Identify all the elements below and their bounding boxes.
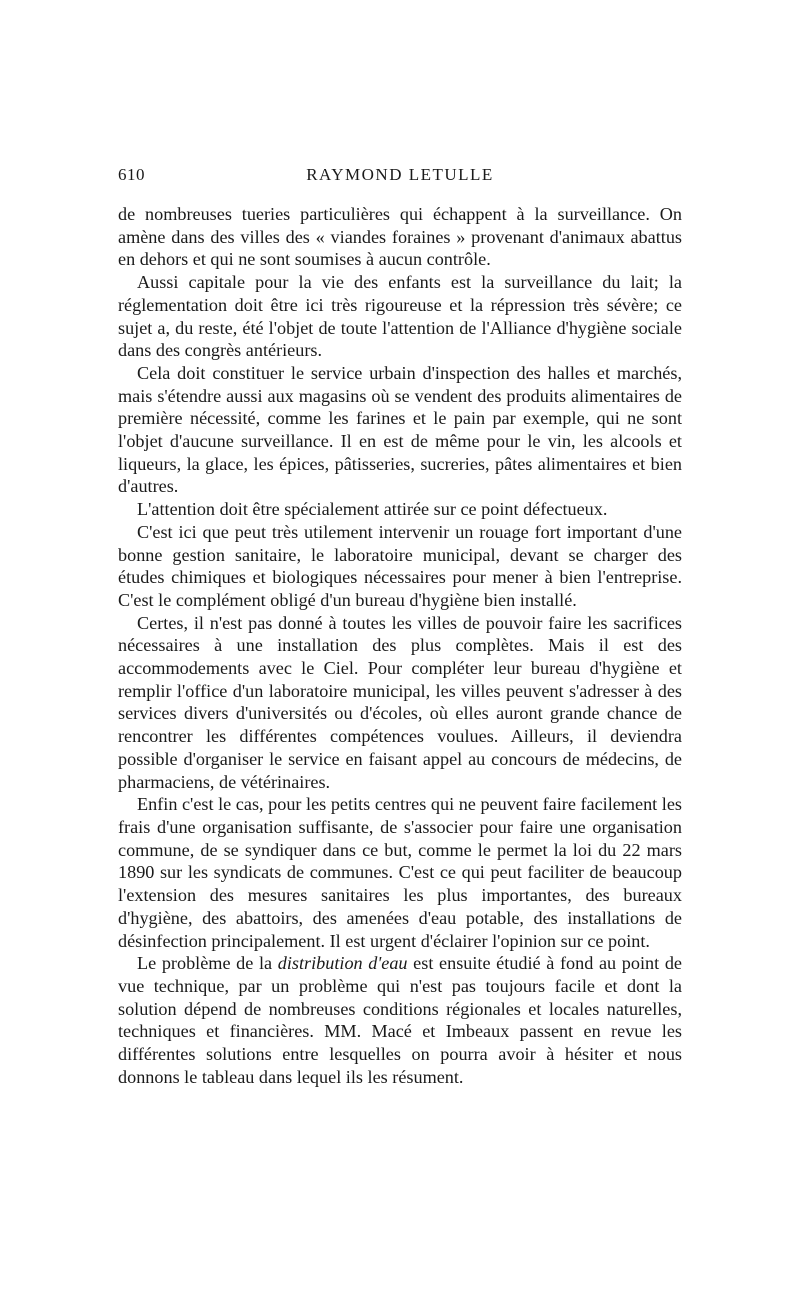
paragraph-5: C'est ici que peut très utilement intervenir un rouage fort important d'une bonne gestion sanitaire, le laboratoire municipal, devant se charger des études chimiques et biologiques nécessaires pour mener à bien l'entreprise. C'est le complément obligé d'un bureau d'hygiène bien installé. [118, 521, 682, 610]
running-head: RAYMOND LETULLE [306, 165, 494, 184]
paragraph-8-start: Le problème de la [137, 953, 278, 974]
italic-term: distribution d'eau [277, 953, 408, 974]
paragraph-1: de nombreuses tueries particulières qui échappent à la surveillance. On amène dans des villes des « viandes foraines » provenant d'animaux abattus en dehors et qui ne sont soumises à aucun contrôle. [118, 204, 682, 270]
page-number: 610 [118, 165, 145, 184]
paragraph-8-end: est ensuite étudié à fond au point de vue technique, par un problème qui n'est pas toujours facile et dont la solution dépend de nombreuses conditions régionales et locales naturelles, techniques et financières. MM. Macé et Imbeaux passent en revue les différentes solutions entre lesquelles on pourra avoir à hésiter et nous donnons le tableau dans lequel ils les résument. [118, 953, 682, 1087]
paragraph-8 [118, 952, 682, 1088]
paragraph-3: Cela doit constituer le service urbain d'inspection des halles et marchés, mais s'étendre aussi aux magasins où se vendent des produits alimentaires de première nécessité, comme les farines et le pain par exemple, qui ne sont l'objet d'aucune surveillance. Il en est de même pour le vin, les alcools et liqueurs, la glace, les épices, pâtisseries, sucreries, pâtes alimentaires et bien d'autres. [118, 362, 682, 497]
paragraph-2: Aussi capitale pour la vie des enfants est la surveillance du lait; la réglementation doit être ici très rigoureuse et la répression très sévère; ce sujet a, du reste, été l'objet de toute l'attention de l'Alliance d'hygiène sociale dans des congrès antérieurs. [118, 272, 682, 361]
paragraph-4: L'attention doit être spécialement attirée sur ce point défectueux. [137, 499, 608, 520]
body-text [118, 203, 682, 1088]
page-header [118, 165, 682, 189]
paragraph-7: Enfin c'est le cas, pour les petits centres qui ne peuvent faire facilement les frais d'une organisation suffisante, de s'associer pour faire une organisation commune, de se syndiquer dans ce but, comme le permet la loi du 22 mars 1890 sur les syndicats de communes. C'est ce qui peut faciliter de beaucoup l'extension des mesures sanitaires les plus importantes, des bureaux d'hygiène, des abattoirs, des amenées d'eau potable, des installations de désinfection principalement. Il est urgent d'éclairer l'opinion sur ce point. [118, 794, 682, 951]
paragraph-6: Certes, il n'est pas donné à toutes les villes de pouvoir faire les sacrifices nécessaires à une installation des plus complètes. Mais il est des accommodements avec le Ciel. Pour compléter leur bureau d'hygiène et remplir l'office d'un laboratoire municipal, les villes peuvent s'adresser à des services divers d'universités ou d'écoles, où elles auront grande chance de rencontrer les différentes compétences voulues. Ailleurs, il deviendra possible d'organiser le service en faisant appel au concours de médecins, de pharmaciens, de vétérinaires. [118, 612, 682, 792]
